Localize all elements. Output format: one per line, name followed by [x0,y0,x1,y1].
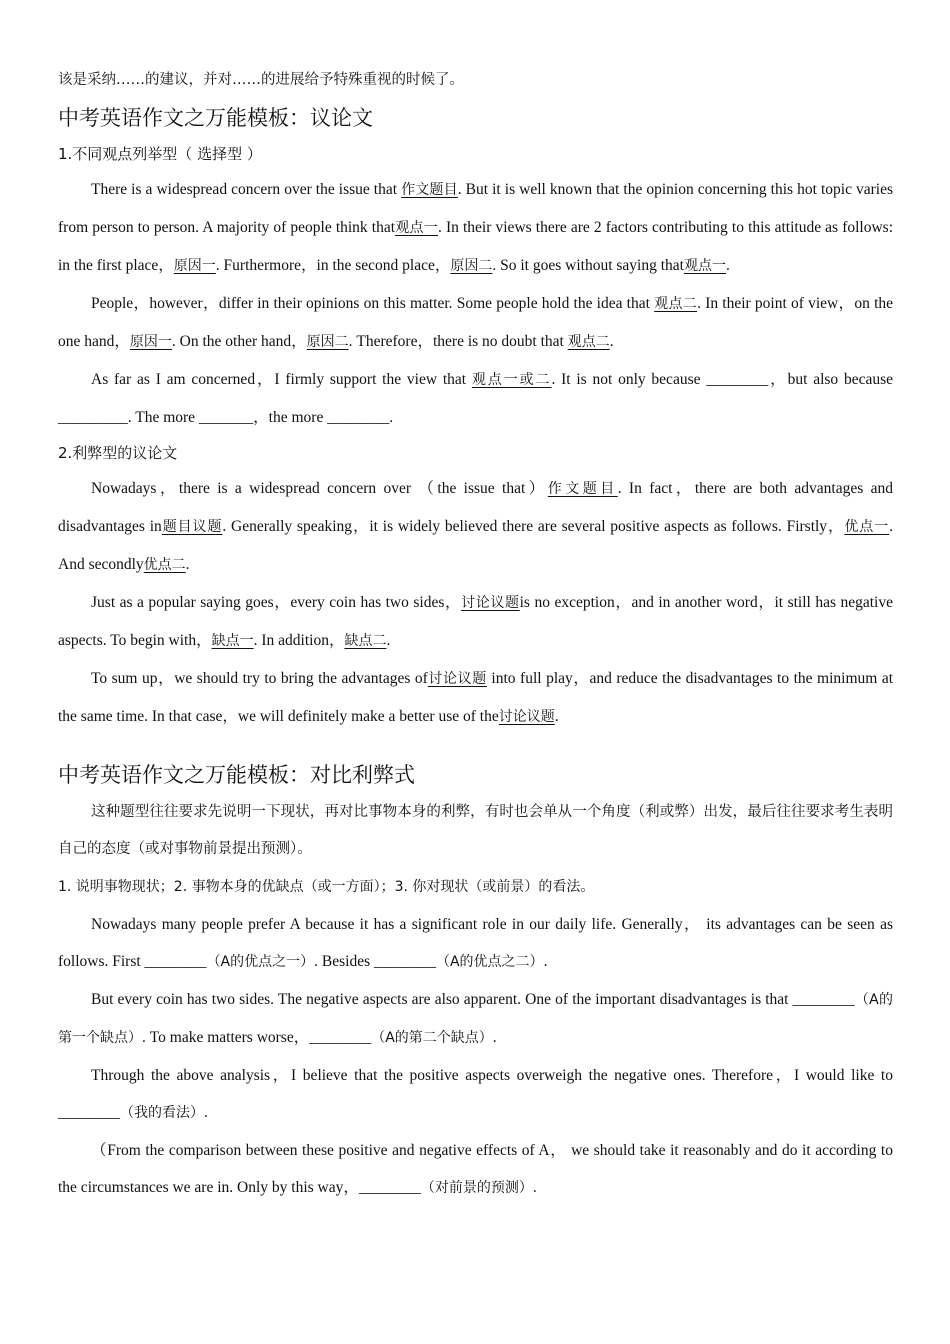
blank-view-2: 观点二 [567,334,610,350]
blank-topic: 作文题目 [547,481,618,497]
blank-topic: 作文题目 [401,182,458,198]
paragraph-comparison-2: But every coin has two sides. The negative aspects are also apparent. One of the important disadvantages is that ________（A的第一个缺点）. To make matters worse，________（A的第二个缺点）. [58,991,893,1046]
subheading-pros-cons-type: 2.利弊型的议论文 [58,444,178,462]
blank-disadvantage-1: 缺点一 [211,633,254,649]
paragraph-comparison-3: Through the above analysis，I believe that the positive aspects overweigh the negative ones. Therefore，I would like to ________（我的看法）. [58,1067,893,1121]
paragraph-conclusion: To sum up，we should try to bring the advantages of讨论议题 into full play，and reduce the disadvantages to the minimum at the same time. In that case，we will definitely make a better use of the讨论议题. [58,670,893,725]
paragraph-pros-1: Nowadays，there is a widespread concern over （the issue that）作文题目. In fact，there are both advantages and disadvantages in题目议题. Generally speaking，it is widely believed there are several positive aspects as follows. Firstly，优点一. And secondly优点二. [58,480,894,573]
steps-line: 1. 说明事物现状；2. 事物本身的优缺点（或一方面）；3. 你对现状（或前景）的看法。 [58,879,595,895]
hint-advantage-1: （A的优点之一） [206,954,315,970]
blank-disadvantage-2: 缺点二 [344,633,387,649]
blank-advantage-1: 优点一 [844,519,890,535]
blank-advantage-2: 优点二 [143,557,186,573]
paragraph-comparison-1: Nowadays many people prefer A because it has a significant role in our daily life. Generally， its advantages can be seen as follows. First ________（A的优点之一）. Besides ________（A的优点之二）. [58,916,893,970]
blank-discussion-topic: 讨论议题 [461,595,520,611]
blank-reason-1: 原因一 [129,334,172,350]
intro-line: 该是采纳……的建议，并对……的进展给予特殊重视的时候了。 [58,72,464,88]
section-description: 这种题型往往要求先说明一下现状，再对比事物本身的利弊，有时也会单从一个角度（利或弊）出发，最后往往要求考生表明自己的态度（或对事物前景提出预测）。 [58,804,893,857]
blank-view-choice: 观点一或二 [471,372,552,388]
blank-issue: 题目议题 [161,519,223,535]
hint-prediction: （对前景的预测） [420,1180,533,1196]
paragraph-opinion-1: There is a widespread concern over the issue that 作文题目. But it is well known that the opinion concerning this hot topic varies from person to person. A majority of people think that观点一. In their views there are 2 factors contributing to this attitude as follows: in the first place，原因一. Furthermore，in the second place，原因二. So it goes without saying that观点一. [58,181,894,274]
section-spacer [58,736,893,756]
blank-discussion-topic: 讨论议题 [427,671,487,687]
blank-reason-2: 原因二 [450,258,493,274]
paragraph-comparison-4: （From the comparison between these positive and negative effects of A， we should take it reasonably and do it according to the circumstances we are in. Only by this way，________（对前景的预测）. [58,1142,893,1196]
paragraph-opinion-3: As far as I am concerned，I firmly support the view that 观点一或二. It is not only because ________，but also because _________. The more _______，the more ________. [58,371,894,426]
document-page [58,62,893,1207]
blank-view-2: 观点二 [654,296,698,312]
hint-my-opinion: （我的看法） [120,1105,204,1121]
section-heading-argumentative: 中考英语作文之万能模板：议论文 [58,106,373,130]
paragraph-opinion-2: People，however，differ in their opinions on this matter. Some people hold the idea that 观点二. In their point of view，on the one hand，原因一. On the other hand，原因二. Therefore，there is no doubt that 观点二. [58,295,894,350]
hint-advantage-2: （A的优点之二） [435,954,544,970]
hint-disadvantage-1: （A的第一个缺点） [58,992,893,1046]
blank-reason-2: 原因二 [306,334,349,350]
blank-discussion-topic: 讨论议题 [498,709,555,725]
subheading-opinion-type: 1.不同观点列举型（ 选择型 ） [58,145,262,163]
blank-view-1: 观点一 [395,220,438,236]
blank-view-1: 观点一 [683,258,726,274]
blank-reason-1: 原因一 [173,258,216,274]
section-heading-comparison: 中考英语作文之万能模板：对比利弊式 [58,763,415,787]
hint-disadvantage-2: （A的第二个缺点） [371,1030,493,1046]
paragraph-cons-1: Just as a popular saying goes，every coin has two sides，讨论议题is no exception，and in another word，it still has negative aspects. To begin with，缺点一. In addition，缺点二. [58,594,893,649]
